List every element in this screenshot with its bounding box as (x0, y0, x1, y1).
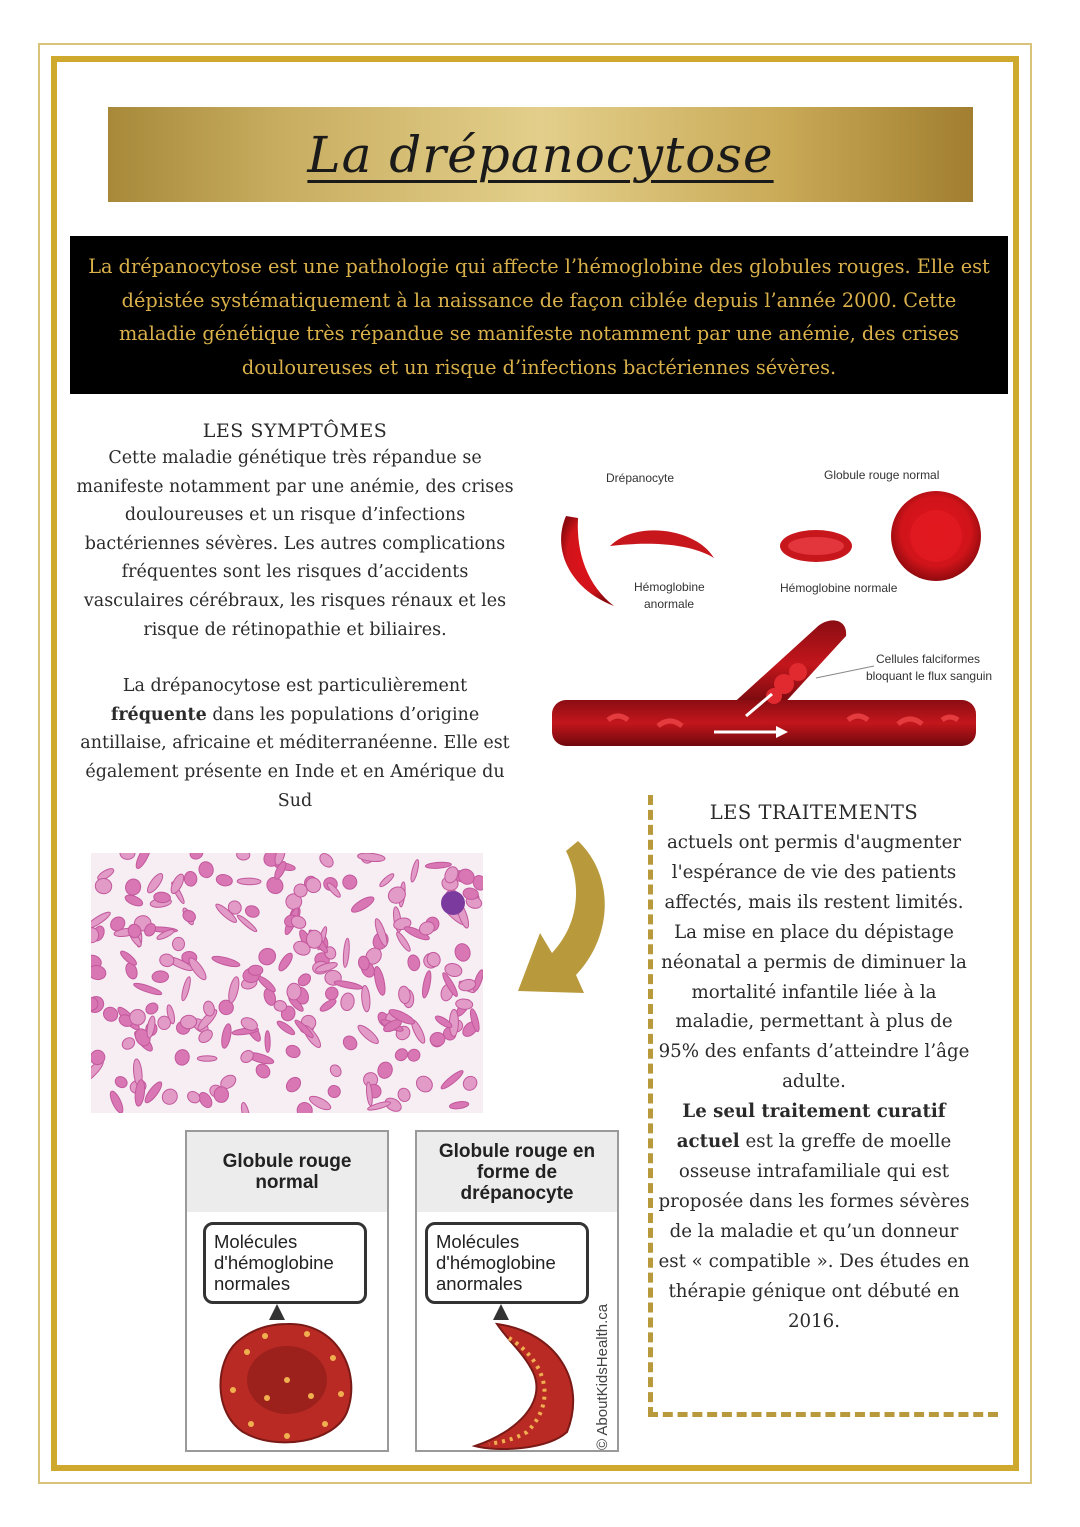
symptoms-p2-end: dans les populations d’origine antillaise, africaine et méditerranéenne. Elle est également présente en Inde et en Amérique du Sud (80, 704, 510, 811)
symptoms-p2-bold: fréquente (110, 704, 207, 725)
symptoms-section (75, 418, 515, 815)
card-sickle-heading-2: forme de (476, 1161, 558, 1183)
card-normal-cell (185, 1130, 389, 1452)
card-normal-bubble-2: d'hémoglobine (214, 1252, 334, 1273)
blood-vessel-branch (728, 620, 846, 708)
card-sickle-heading-1: Globule rouge en (438, 1140, 596, 1162)
blood-smear-image (91, 853, 483, 1113)
treatments-paragraph-1: actuels ont permis d'augmenter l'espérance de vie des patients affectés, mais ils restent limités. La mise en place du dépistage néonatal a permis de diminuer la mortalité infantile liée à la maladie, permettant à plus de 95% des enfants d’atteindre l’âge adulte. (658, 832, 970, 1093)
card-sickle-bubble-3: anormales (436, 1273, 523, 1294)
sickle-cell-side (610, 530, 714, 558)
card-sickle-bubble-1: Molécules (436, 1231, 520, 1252)
symptoms-p2-start: La drépanocytose est particulièrement (122, 676, 468, 697)
intro-box (70, 236, 1008, 394)
card-normal-heading-2: normal (255, 1172, 319, 1193)
label-hb-abnormal-2: anormale (644, 597, 695, 611)
card-normal-heading (187, 1132, 387, 1212)
treatments-heading: LES TRAITEMENTS (709, 801, 919, 824)
card-sickle-cell (415, 1130, 619, 1452)
intro-text: La drépanocytose est une pathologie qui affecte l’hémoglobine des globules rouges. Elle est dépistée systématiquement à la naissance de façon ciblée depuis l’année 2000. Cette maladie génétique très répandue se manifeste notamment par une anémie, des crises douloureuses et un risque d’infections bactériennes sévères. (88, 255, 990, 379)
blood-vessel (552, 700, 976, 746)
curved-arrow-icon (510, 835, 620, 1010)
card-sickle-heading-3: drépanocyte (460, 1182, 574, 1204)
title-banner (108, 107, 973, 202)
card-normal-heading-1: Globule rouge (222, 1151, 352, 1172)
card-sickle-bubble (425, 1222, 589, 1304)
symptoms-paragraph-2 (75, 672, 515, 815)
card-normal-bubble-3: normales (214, 1273, 291, 1294)
card-normal-bubble (203, 1222, 367, 1304)
card-sickle-heading (417, 1132, 617, 1212)
label-hb-normal: Hémoglobine normale (780, 581, 898, 595)
treatments-paragraph-2 (655, 1097, 973, 1336)
label-blocking-2: bloquant le flux sanguin (866, 669, 993, 683)
symptoms-heading: LES SYMPTÔMES (202, 420, 388, 442)
page-title: La drépanocytose (307, 125, 774, 184)
treatments-section (655, 798, 973, 1336)
symptoms-paragraph-1: Cette maladie génétique très répandue se manifeste notamment par une anémie, des crises douloureuses et un risque d’infections bactériennes sévères. Les autres complications fréquentes sont les risques d’accidents vasculaires cérébraux, les risques rénaux et les risque de rétinopathie et biliaires. (76, 448, 514, 640)
sickle-cell-illustration (417, 1302, 597, 1452)
sickle-cell-diagram (548, 458, 1000, 763)
label-blocking-1: Cellules falciformes (876, 652, 981, 666)
treatments-p2-text: est la greffe de moelle osseuse intrafamiliale qui est proposée dans les formes sévères de la maladie et qu’un donneur est « compatible ». Des études en thérapie génique ont débuté en 2016. (658, 1131, 970, 1332)
card-normal-bubble-1: Molécules (214, 1231, 298, 1252)
card-sickle-bubble-2: d'hémoglobine (436, 1252, 556, 1273)
label-drepanocyte: Drépanocyte (606, 471, 675, 485)
normal-cell-illustration (187, 1302, 387, 1452)
label-hb-abnormal-1: Hémoglobine (634, 580, 705, 594)
label-normal-cell: Globule rouge normal (824, 468, 940, 482)
treatments-bold: Le seul traitement curatif actuel (676, 1101, 946, 1153)
sickle-cell-shape (561, 516, 614, 606)
image-credit: © AboutKidsHealth.ca (594, 1303, 611, 1450)
